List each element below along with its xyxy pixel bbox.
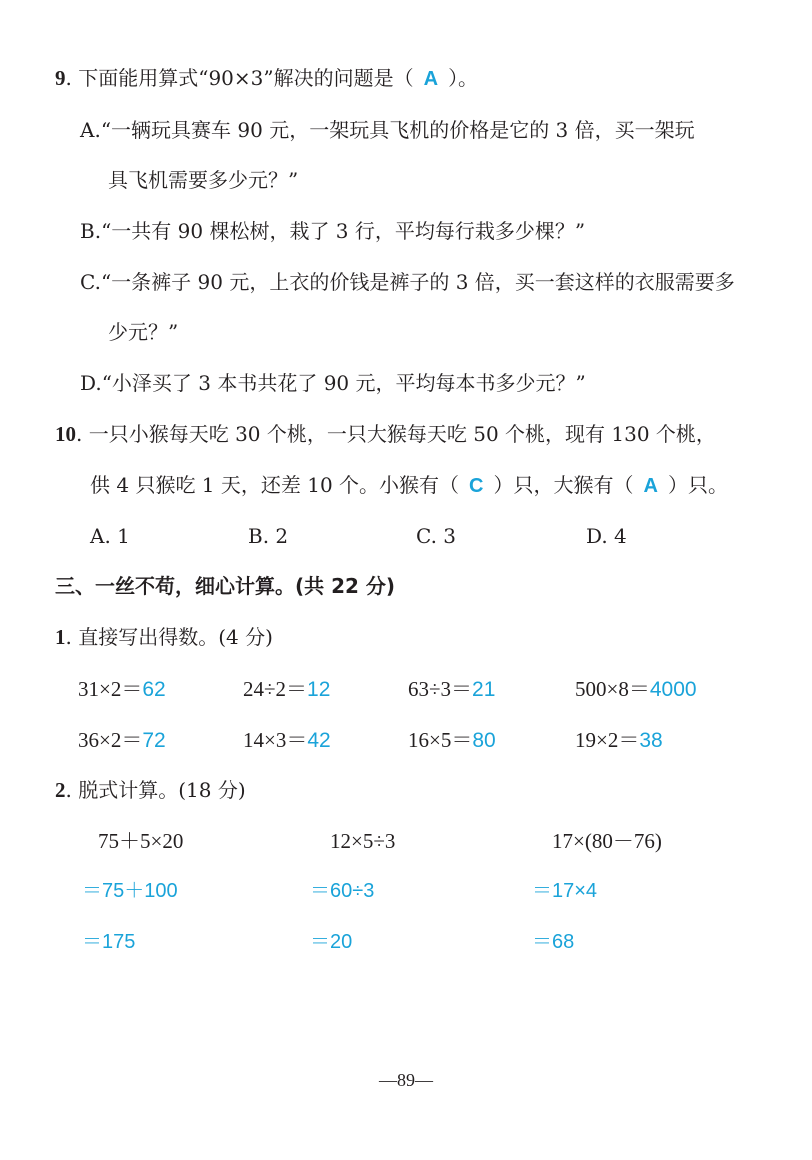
q9-option-a [80,116,695,144]
q10-choice-c: C. 3 [416,524,457,548]
stepwise-step2: ＝20 [310,931,353,953]
q9-option-c [80,268,735,296]
stepwise-step2: ＝175 [82,931,136,953]
q9-option-a-cont: 具飞机需要多少元？” [108,168,299,192]
q10-stem [55,420,716,448]
q10-line2: 供 4 只猴吃 1 天，还差 10 个。小猴有（ C ）只，大猴有（ A ）只。 [90,473,728,497]
oral-calc-item: 19×2＝38 [575,728,663,752]
page-number: —89— [379,1070,433,1090]
stepwise-step1: ＝75＋100 [82,880,178,902]
oral-calc-item: 500×8＝4000 [575,677,697,701]
oral-calc-item: 24÷2＝12 [243,677,331,701]
stepwise-step1: ＝60÷3 [310,880,375,902]
stepwise-expr: 12×5÷3 [330,829,396,853]
stepwise-step1: ＝17×4 [532,880,598,902]
option-label: B. [80,219,102,243]
stepwise-expr: 17×(80－76) [552,829,662,853]
q10-line1: . 一只小猴每天吃 30 个桃，一只大猴每天吃 50 个桃，现有 130 个桃， [76,422,716,446]
option-label: D. [80,371,102,395]
part2-title: 2. 脱式计算。(18 分) [55,778,246,802]
stepwise-step2: ＝68 [532,931,575,953]
q10-choice-b: B. 2 [248,524,289,548]
q10-answer-2: A [643,475,658,497]
option-label: C. [80,270,101,294]
q9-option-c-cont: 少元？” [108,320,179,344]
option-text: “一辆玩具赛车 90 元，一架玩具飞机的价格是它的 3 倍，买一架玩 [100,118,695,142]
q9-stem-end: ）。 [448,66,479,90]
option-text: “一条裤子 90 元，上衣的价钱是裤子的 3 倍，买一套这样的衣服需要多 [100,270,735,294]
q10-answer-1: C [469,475,484,497]
q10-choice-a: A. 1 [90,524,130,548]
q10-number: 10 [55,422,76,446]
q9-answer: A [423,68,439,90]
oral-calc-item: 14×3＝42 [243,728,331,752]
part1-title: 1. 直接写出得数。(4 分) [55,625,273,649]
oral-calc-item: 36×2＝72 [78,728,166,752]
oral-calc-item: 16×5＝80 [408,728,496,752]
q10-choice-d: D. 4 [586,524,627,548]
oral-calc-item: 31×2＝62 [78,677,166,701]
option-label: A. [80,118,101,142]
q9-stem-text: . 下面能用算式“90×3”解决的问题是（ [65,66,414,90]
q9-number: 9 [55,66,66,90]
q9-option-b [80,217,585,245]
stepwise-expr: 75＋5×20 [98,829,184,853]
option-text: “小泽买了 3 本书共花了 90 元，平均每本书多少元？” [101,371,586,395]
q9-stem [55,64,478,93]
q9-option-d [80,369,586,397]
option-text: “一共有 90 棵松树，栽了 3 行，平均每行栽多少棵？” [101,219,586,243]
oral-calc-item: 63÷3＝21 [408,677,496,701]
section3-title: 三、一丝不苟，细心计算。(共 22 分) [55,574,396,598]
